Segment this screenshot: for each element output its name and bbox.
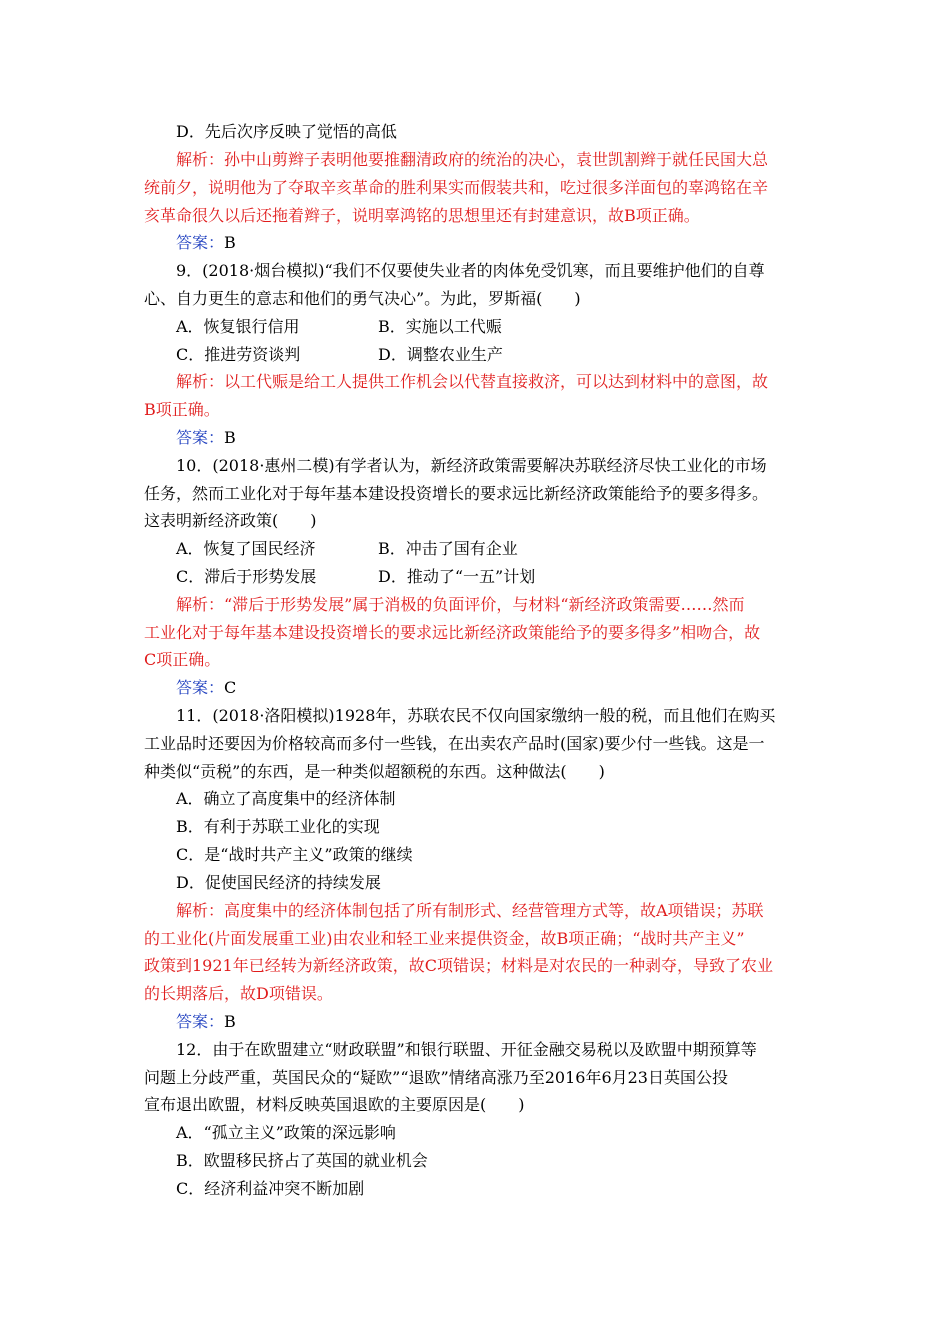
q12-option-c: C．经济利益冲突不断加剧 — [176, 1179, 365, 1198]
q11-analysis-line: 政策到1921年已经转为新经济政策，故C项错误；材料是对农民的一种剥夺，导致了农业 — [144, 956, 773, 975]
answer-label: 答案： — [176, 678, 225, 697]
q9-options-row — [176, 317, 300, 337]
answer-value: C — [224, 678, 237, 697]
q12-stem-line: 12．由于在欧盟建立“财政联盟”和银行联盟、开征金融交易税以及欧盟中期预算等 — [176, 1040, 757, 1059]
q9-answer — [176, 428, 236, 448]
q10-option-b: B．冲击了国有企业 — [378, 539, 518, 558]
q9-option-a: A．恢复银行信用 — [176, 317, 300, 336]
answer-value: B — [224, 428, 236, 447]
q11-answer — [176, 1012, 236, 1032]
answer-label: 答案： — [176, 428, 225, 447]
q8-option-d: D．先后次序反映了觉悟的高低 — [176, 122, 397, 141]
q8-analysis-line: 统前夕，说明他为了夺取辛亥革命的胜利果实而假装共和，吃过很多洋面包的辜鸿铭在辛 — [144, 178, 769, 197]
q10-analysis-line: 工业化对于每年基本建设投资增长的要求远比新经济政策能给予的要多得多”相吻合，故 — [144, 623, 761, 642]
q11-option-d: D．促使国民经济的持续发展 — [176, 873, 381, 892]
q10-option-a: A．恢复了国民经济 — [176, 539, 316, 558]
q11-stem-line: 工业品时还要因为价格较高而多付一些钱，在出卖农产品时(国家)要少付一些钱。这是一 — [144, 734, 765, 753]
q10-analysis-line: 解析：“滞后于形势发展”属于消极的负面评价，与材料“新经济政策需要……然而 — [176, 595, 745, 614]
q12-option-a: A．“孤立主义”政策的深远影响 — [176, 1123, 396, 1142]
q12-option-b: B．欧盟移民挤占了英国的就业机会 — [176, 1151, 428, 1170]
q11-analysis-line: 的长期落后，故D项错误。 — [144, 984, 333, 1003]
q11-option-a: A．确立了高度集中的经济体制 — [176, 789, 396, 808]
q10-option-d: D．推动了“一五”计划 — [378, 567, 536, 586]
q10-stem-line: 任务，然而工业化对于每年基本建设投资增长的要求远比新经济政策能给予的要多得多。 — [144, 484, 769, 503]
q11-analysis-line: 的工业化(片面发展重工业)由农业和轻工业来提供资金，故B项正确；“战时共产主义” — [144, 929, 745, 948]
answer-value: B — [224, 233, 236, 252]
q8-analysis-line: 亥革命很久以后还拖着辫子，说明辜鸿铭的思想里还有封建意识，故B项正确。 — [144, 206, 700, 225]
q11-option-b: B．有利于苏联工业化的实现 — [176, 817, 380, 836]
q9-stem-line: 心、自力更生的意志和他们的勇气决心”。为此，罗斯福( ) — [144, 289, 581, 308]
q11-option-c: C．是“战时共产主义”政策的继续 — [176, 845, 413, 864]
answer-label: 答案： — [176, 233, 225, 252]
q12-stem-line: 宣布退出欧盟，材料反映英国退欧的主要原因是( ) — [144, 1095, 525, 1114]
q9-option-c: C．推进劳资谈判 — [176, 345, 301, 364]
answer-value: B — [224, 1012, 236, 1031]
answer-label: 答案： — [176, 1012, 225, 1031]
q9-option-d: D．调整农业生产 — [378, 345, 503, 364]
q10-stem-line: 这表明新经济政策( ) — [144, 511, 317, 530]
q9-analysis-line: 解析：以工代赈是给工人提供工作机会以代替直接救济，可以达到材料中的意图，故 — [176, 372, 769, 391]
q8-analysis-line: 解析：孙中山剪辫子表明他要推翻清政府的统治的决心，袁世凯割辫于就任民国大总 — [176, 150, 769, 169]
q10-analysis-line: C项正确。 — [144, 650, 221, 669]
q9-stem-line: 9．(2018·烟台模拟)“我们不仅要使失业者的肉体免受饥寒，而且要维护他们的自尊 — [176, 261, 765, 280]
q8-answer — [176, 233, 236, 253]
q11-stem-line: 种类似“贡税”的东西，是一种类似超额税的东西。这种做法( ) — [144, 762, 605, 781]
q9-analysis-line: B项正确。 — [144, 400, 220, 419]
q12-stem-line: 问题上分歧严重，英国民众的“疑欧”“退欧”情绪高涨乃至2016年6月23日英国公投 — [144, 1068, 728, 1087]
q9-option-b: B．实施以工代赈 — [378, 317, 502, 336]
q10-answer — [176, 678, 236, 698]
q11-analysis-line: 解析：高度集中的经济体制包括了所有制形式、经营管理方式等，故A项错误；苏联 — [176, 901, 764, 920]
q10-option-c: C．滞后于形势发展 — [176, 567, 317, 586]
q10-stem-line: 10．(2018·惠州二模)有学者认为，新经济政策需要解决苏联经济尽快工业化的市场 — [176, 456, 767, 475]
q11-stem-line: 11．(2018·洛阳模拟)1928年，苏联农民不仅向国家缴纳一般的税，而且他们在购买 — [176, 706, 776, 725]
